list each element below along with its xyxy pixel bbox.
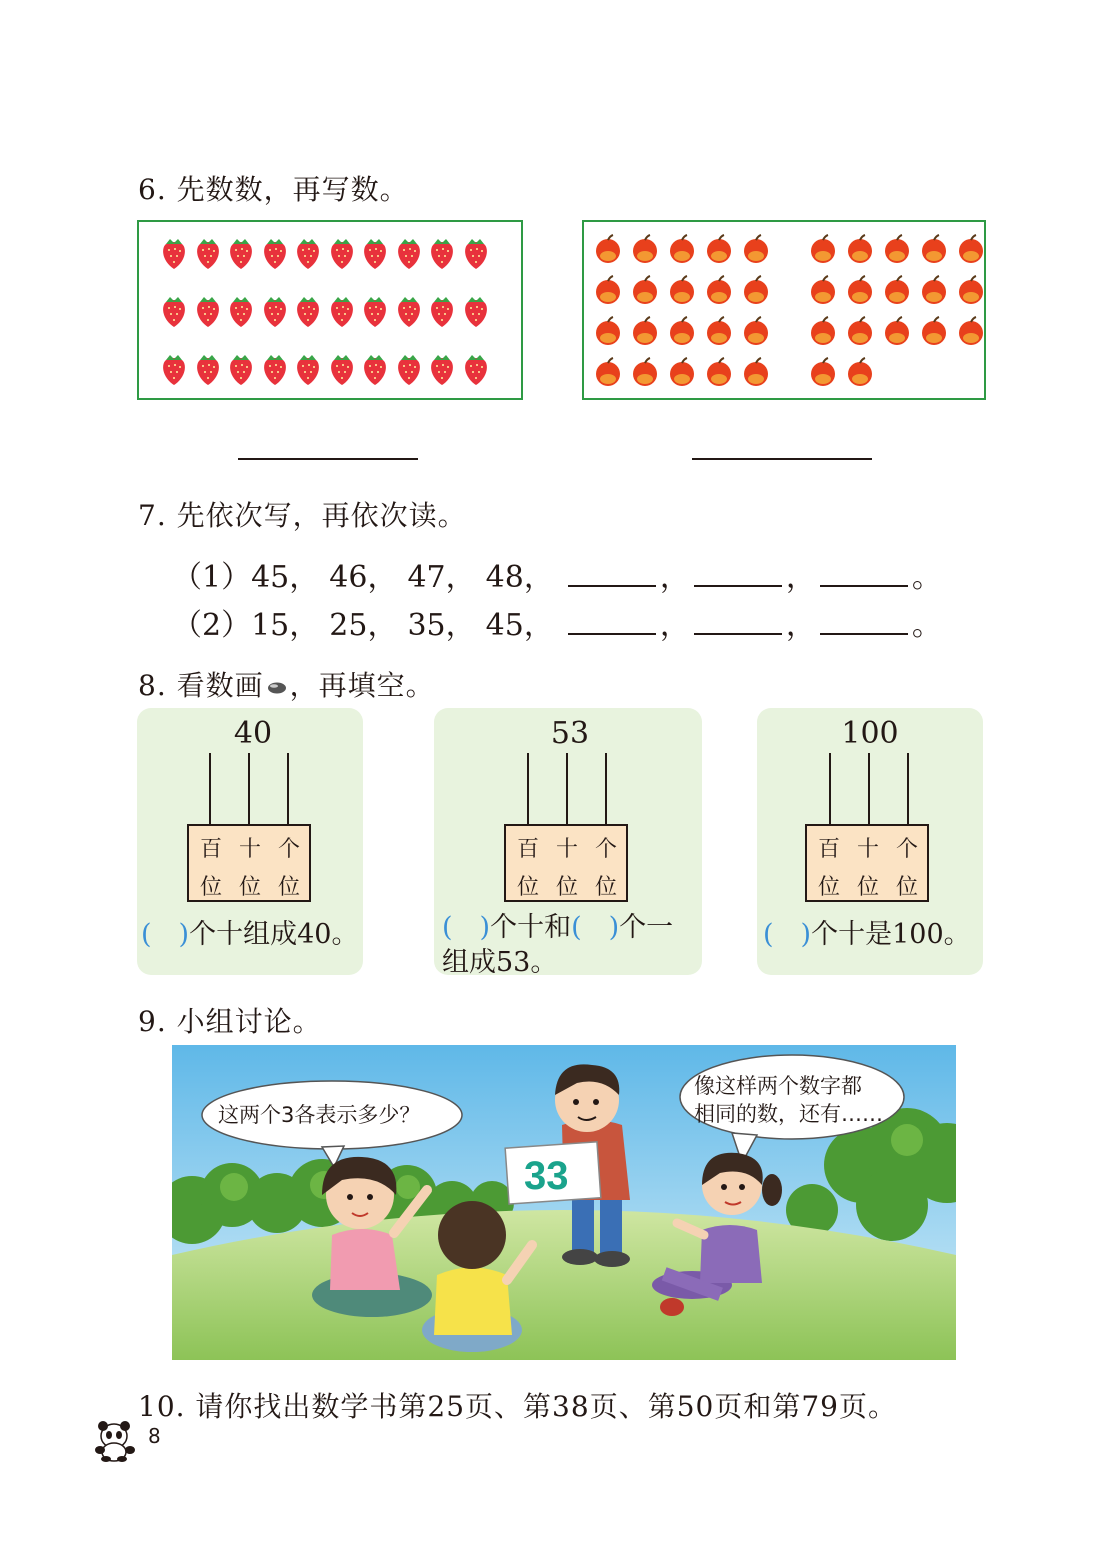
row-label: （2） bbox=[172, 608, 252, 643]
strawberry-icon[interactable] bbox=[226, 294, 256, 328]
strawberry-icon[interactable] bbox=[193, 352, 223, 386]
apple-icon[interactable] bbox=[846, 316, 874, 346]
ones-label: 位 bbox=[277, 875, 300, 900]
apple-icon[interactable] bbox=[846, 357, 874, 387]
strawberry-icon[interactable] bbox=[360, 352, 390, 386]
strawberry-icon[interactable] bbox=[293, 352, 323, 386]
bubble-right-line2: 相同的数，还有…… bbox=[694, 1102, 883, 1126]
card-number: 100 bbox=[841, 716, 899, 751]
comma: ， bbox=[785, 608, 816, 643]
strawberry-icon[interactable] bbox=[260, 352, 290, 386]
strawberry-icon[interactable] bbox=[260, 236, 290, 270]
grass-hill bbox=[172, 1210, 956, 1360]
sequence-row-2 bbox=[172, 600, 942, 644]
q10-title: 10. 请你找出数学书第25页、第38页、第50页和第79页。 bbox=[138, 1390, 897, 1423]
abacus-rod-tens[interactable] bbox=[248, 753, 250, 825]
tens-label: 位 bbox=[238, 875, 261, 900]
hundreds-label: 位 bbox=[516, 875, 539, 900]
sentence-text: 个十组成40。 bbox=[189, 919, 359, 950]
apple-icon[interactable] bbox=[742, 316, 770, 346]
paren-open: ( bbox=[571, 912, 582, 943]
apple-icon[interactable] bbox=[957, 316, 985, 346]
abacus-rod-ones[interactable] bbox=[605, 753, 607, 825]
abacus-card-40 bbox=[137, 708, 363, 975]
card-sentence-line2: 组成53。 bbox=[442, 947, 558, 978]
sentence-text: 个一 bbox=[619, 912, 674, 943]
apple-icon[interactable] bbox=[705, 316, 733, 346]
page-number: 8 bbox=[148, 1424, 161, 1448]
strawberry-icon[interactable] bbox=[394, 294, 424, 328]
apple-icon[interactable] bbox=[883, 316, 911, 346]
abacus-rod-tens[interactable] bbox=[566, 753, 568, 825]
q7-title: 7. 先依次写，再依次读。 bbox=[138, 499, 467, 532]
apple-icon[interactable] bbox=[631, 357, 659, 387]
strawberry-icon[interactable] bbox=[226, 236, 256, 270]
fill-blank[interactable] bbox=[568, 559, 656, 587]
strawberry-icon[interactable] bbox=[193, 294, 223, 328]
sequence-number: 47， bbox=[407, 560, 476, 595]
apple-icon[interactable] bbox=[705, 234, 733, 264]
hundreds-label: 百 bbox=[199, 837, 222, 862]
period: 。 bbox=[911, 560, 942, 595]
scene-svg bbox=[172, 1045, 956, 1360]
q9-title: 9. 小组讨论。 bbox=[138, 1005, 322, 1038]
answer-line-strawberries[interactable] bbox=[238, 458, 418, 460]
apple-icon[interactable] bbox=[705, 275, 733, 305]
apple-icon[interactable] bbox=[594, 275, 622, 305]
apple-icon[interactable] bbox=[631, 316, 659, 346]
sentence-text: 个十是100。 bbox=[811, 919, 971, 950]
strawberry-icon[interactable] bbox=[327, 294, 357, 328]
bubble-right-line1: 像这样两个数字都 bbox=[694, 1074, 862, 1098]
abacus-rod-hundreds[interactable] bbox=[209, 753, 211, 825]
strawberry-icon[interactable] bbox=[327, 236, 357, 270]
place-value-box bbox=[805, 824, 929, 902]
ones-label: 个 bbox=[594, 837, 617, 862]
apple-icon[interactable] bbox=[668, 357, 696, 387]
fill-blank[interactable] bbox=[820, 559, 908, 587]
apple-icon[interactable] bbox=[809, 275, 837, 305]
bubble-left-text: 这两个3各表示多少？ bbox=[218, 1103, 421, 1127]
strawberry-icon[interactable] bbox=[394, 236, 424, 270]
strawberry-icon[interactable] bbox=[159, 294, 189, 328]
strawberry-icon[interactable] bbox=[360, 236, 390, 270]
card-number: 53 bbox=[550, 716, 590, 751]
tens-label: 十 bbox=[238, 837, 261, 862]
strawberry-icon[interactable] bbox=[461, 294, 491, 328]
apple-icon[interactable] bbox=[883, 275, 911, 305]
place-value-box bbox=[187, 824, 311, 902]
strawberry-icon[interactable] bbox=[394, 352, 424, 386]
paren-close: ) bbox=[178, 919, 190, 950]
sequence-number: 15， bbox=[251, 608, 320, 643]
strawberry-icon[interactable] bbox=[360, 294, 390, 328]
apple-icon[interactable] bbox=[846, 234, 874, 264]
answer-blank[interactable] bbox=[774, 919, 801, 950]
apple-icon[interactable] bbox=[809, 316, 837, 346]
apple-icon[interactable] bbox=[957, 275, 985, 305]
apple-icon[interactable] bbox=[920, 234, 948, 264]
card-sentence-line1 bbox=[442, 911, 673, 945]
abacus-rod-hundreds[interactable] bbox=[829, 753, 831, 825]
abacus-rod-ones[interactable] bbox=[287, 753, 289, 825]
strawberry-icon[interactable] bbox=[293, 236, 323, 270]
paren-close: ) bbox=[800, 919, 812, 950]
abacus-card-53 bbox=[434, 708, 702, 978]
hundreds-label: 位 bbox=[817, 875, 840, 900]
fill-blank[interactable] bbox=[694, 559, 782, 587]
apple-icon[interactable] bbox=[631, 234, 659, 264]
sequence-number: 45， bbox=[251, 560, 320, 595]
apple-box bbox=[582, 220, 986, 400]
apple-icon[interactable] bbox=[920, 316, 948, 346]
sign-number: 33 bbox=[524, 1154, 569, 1198]
strawberry-icon[interactable] bbox=[427, 294, 457, 328]
strawberry-icon[interactable] bbox=[461, 236, 491, 270]
bead-icon bbox=[266, 681, 288, 695]
q8-title-end: ，再填空。 bbox=[289, 669, 435, 702]
apple-icon[interactable] bbox=[594, 357, 622, 387]
apple-icon[interactable] bbox=[920, 275, 948, 305]
place-value-box bbox=[504, 824, 628, 902]
q6-title: 6. 先数数，再写数。 bbox=[138, 173, 409, 206]
apple-icon[interactable] bbox=[594, 316, 622, 346]
apple-icon[interactable] bbox=[668, 316, 696, 346]
fill-blank[interactable] bbox=[568, 607, 656, 635]
q8-title-start: 8. 看数画 bbox=[138, 669, 264, 702]
apple-icon[interactable] bbox=[668, 275, 696, 305]
apple-icon[interactable] bbox=[594, 234, 622, 264]
sequence-number: 46， bbox=[329, 560, 398, 595]
strawberry-icon[interactable] bbox=[293, 294, 323, 328]
hundreds-label: 百 bbox=[817, 837, 840, 862]
sequence-row-1 bbox=[172, 552, 942, 596]
apple-icon[interactable] bbox=[883, 234, 911, 264]
abacus-rod-ones[interactable] bbox=[907, 753, 909, 825]
comma: ， bbox=[659, 608, 690, 643]
sequence-number: 25， bbox=[329, 608, 398, 643]
strawberry-icon[interactable] bbox=[226, 352, 256, 386]
fill-blank[interactable] bbox=[820, 607, 908, 635]
tens-label: 十 bbox=[856, 837, 879, 862]
tens-label: 位 bbox=[856, 875, 879, 900]
fill-blank[interactable] bbox=[694, 607, 782, 635]
strawberry-icon[interactable] bbox=[159, 352, 189, 386]
abacus-rod-hundreds[interactable] bbox=[527, 753, 529, 825]
comma: ， bbox=[659, 560, 690, 595]
q8-title bbox=[138, 664, 435, 704]
strawberry-box bbox=[137, 220, 523, 400]
paren-open: ( bbox=[763, 919, 774, 950]
paren-open: ( bbox=[141, 919, 152, 950]
ones-label: 位 bbox=[895, 875, 918, 900]
sequence-number: 48， bbox=[485, 560, 554, 595]
abacus-card-100 bbox=[757, 708, 983, 975]
strawberry-icon[interactable] bbox=[327, 352, 357, 386]
apple-icon[interactable] bbox=[705, 357, 733, 387]
card-sentence bbox=[141, 918, 358, 952]
hundreds-label: 位 bbox=[199, 875, 222, 900]
row-label: （1） bbox=[172, 560, 252, 595]
strawberry-icon[interactable] bbox=[260, 294, 290, 328]
answer-blank[interactable] bbox=[152, 919, 179, 950]
ones-label: 位 bbox=[594, 875, 617, 900]
tens-label: 十 bbox=[555, 837, 578, 862]
paren-open: ( bbox=[442, 912, 453, 943]
apple-icon[interactable] bbox=[846, 275, 874, 305]
paren-close: ) bbox=[608, 912, 620, 943]
strawberry-grid bbox=[159, 236, 494, 386]
strawberry-icon[interactable] bbox=[427, 352, 457, 386]
strawberry-icon[interactable] bbox=[461, 352, 491, 386]
period: 。 bbox=[911, 608, 942, 643]
card-number: 40 bbox=[233, 716, 273, 751]
comma: ， bbox=[785, 560, 816, 595]
panda-icon bbox=[92, 1420, 140, 1462]
apple-icon[interactable] bbox=[809, 234, 837, 264]
apple-icon[interactable] bbox=[957, 234, 985, 264]
apple-icon[interactable] bbox=[742, 234, 770, 264]
abacus-rod-tens[interactable] bbox=[868, 753, 870, 825]
ones-label: 个 bbox=[895, 837, 918, 862]
apple-icon[interactable] bbox=[809, 357, 837, 387]
answer-blank[interactable] bbox=[453, 912, 480, 943]
answer-line-apples[interactable] bbox=[692, 458, 872, 460]
number-sign bbox=[505, 1142, 601, 1204]
sentence-text: 个十和 bbox=[490, 912, 572, 943]
ones-label: 个 bbox=[277, 837, 300, 862]
paren-close: ) bbox=[479, 912, 491, 943]
strawberry-icon[interactable] bbox=[427, 236, 457, 270]
discussion-illustration bbox=[172, 1045, 956, 1360]
hundreds-label: 百 bbox=[516, 837, 539, 862]
strawberry-icon[interactable] bbox=[159, 236, 189, 270]
apple-icon[interactable] bbox=[742, 357, 770, 387]
strawberry-icon[interactable] bbox=[193, 236, 223, 270]
sequence-number: 45， bbox=[485, 608, 554, 643]
apple-icon[interactable] bbox=[668, 234, 696, 264]
sequence-number: 35， bbox=[407, 608, 476, 643]
card-sentence bbox=[763, 918, 971, 952]
answer-blank[interactable] bbox=[582, 912, 609, 943]
apple-icon[interactable] bbox=[631, 275, 659, 305]
tens-label: 位 bbox=[555, 875, 578, 900]
apple-icon[interactable] bbox=[742, 275, 770, 305]
